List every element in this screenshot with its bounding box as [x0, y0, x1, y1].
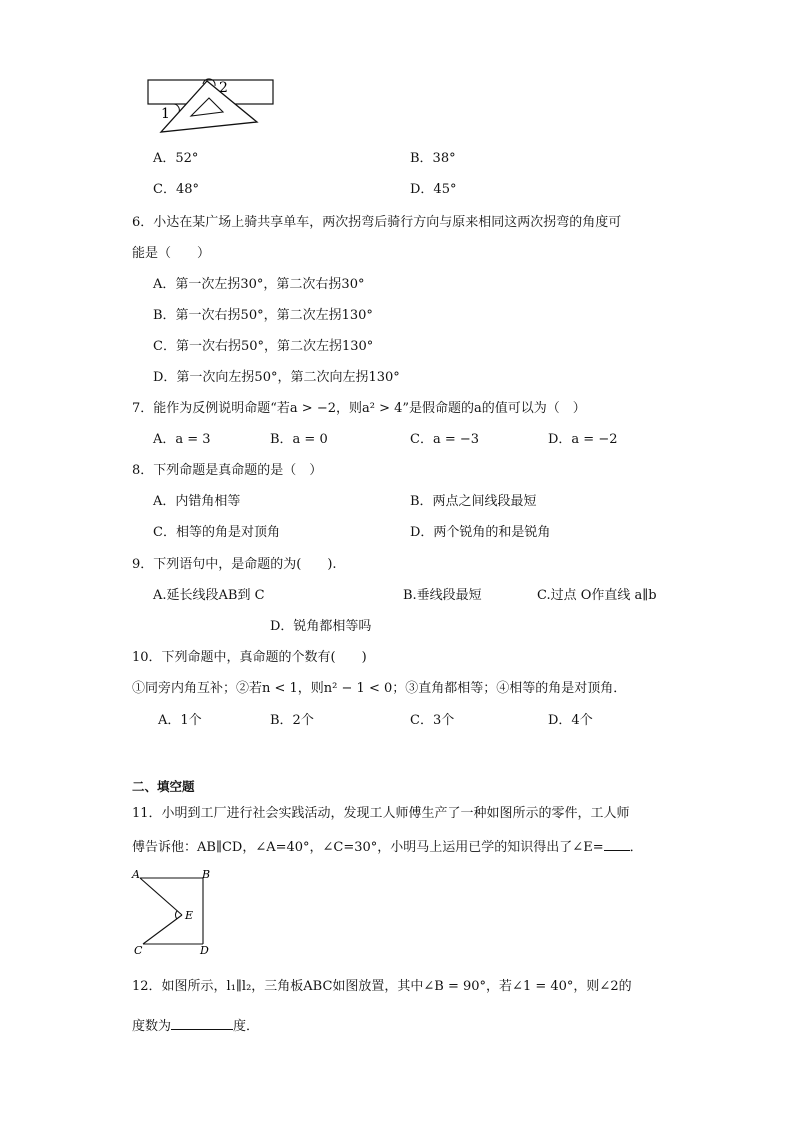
q6-stem-line1: 6．小达在某广场上骑共享单车，两次拐弯后骑行方向与原来相同这两次拐弯的角度可 — [132, 215, 622, 230]
angle-arc-1 — [173, 104, 179, 112]
q12-stem-line1: 12．如图所示，l₁∥l₂，三角板ABC如图放置，其中∠B = 90°，若∠1 = 40°，则∠2的 — [132, 979, 632, 994]
point-label-a: A — [132, 868, 140, 881]
q5-option-c[interactable]: C．48° — [153, 182, 199, 197]
q11-stem-line1: 11．小明到工厂进行社会实践活动，发现工人师傅生产了一种如图所示的零件，工人师 — [132, 806, 630, 821]
q12-answer-blank[interactable] — [171, 1015, 233, 1030]
q7-option-c[interactable]: C．a = −3 — [410, 432, 480, 447]
q7-stem: 7．能作为反例说明命题“若a > −2，则a² > 4”是假命题的a的值可以为（ ） — [132, 401, 586, 416]
q10-option-c[interactable]: C．3个 — [410, 713, 455, 728]
q5-option-a[interactable]: A．52° — [153, 151, 199, 166]
q8-option-b[interactable]: B．两点之间线段最短 — [410, 494, 537, 509]
q11-stem-text: 傅告诉他：AB∥CD，∠A=40°，∠C=30°，小明马上运用已学的知识得出了∠E= — [132, 840, 604, 855]
q7-option-d[interactable]: D．a = −2 — [548, 432, 618, 447]
ruler-triangle-figure — [145, 78, 275, 138]
q10-option-d[interactable]: D．4个 — [548, 713, 593, 728]
segment-ce — [143, 915, 182, 944]
point-label-b: B — [202, 868, 211, 881]
q12-stem-text: 度数为 — [132, 1019, 172, 1034]
q8-option-a[interactable]: A．内错角相等 — [153, 494, 241, 509]
angle-arc-e — [175, 911, 177, 919]
q10-stem: 10．下列命题中，真命题的个数有( ) — [132, 650, 367, 665]
q6-option-c[interactable]: C．第一次右拐50°，第二次左拐130° — [153, 339, 374, 354]
angle-label-2: 2 — [219, 80, 228, 96]
q12-stem-line2 — [132, 1015, 259, 1036]
q9-stem: 9．下列语句中，是命题的为( ). — [132, 557, 337, 572]
segment-ae — [140, 878, 182, 915]
q9-option-a[interactable]: A.延长线段AB到 C — [153, 588, 265, 603]
q10-option-a[interactable]: A．1个 — [158, 713, 202, 728]
q8-option-d[interactable]: D．两个锐角的和是锐角 — [410, 525, 551, 540]
q8-stem: 8．下列命题是真命题的是（ ） — [132, 463, 323, 478]
q11-stem-line2 — [132, 836, 643, 857]
q9-option-b[interactable]: B.垂线段最短 — [403, 588, 482, 603]
q9-option-c[interactable]: C.过点 O作直线 a∥b — [537, 588, 657, 603]
q7-option-b[interactable]: B．a = 0 — [270, 432, 328, 447]
q9-option-d[interactable]: D．锐角都相等吗 — [270, 619, 372, 634]
q11-stem-end: ． — [629, 840, 643, 855]
point-label-d: D — [200, 944, 209, 957]
angle-label-1: 1 — [161, 106, 170, 122]
q5-option-d[interactable]: D．45° — [410, 182, 457, 197]
q12-stem-end: 度． — [233, 1019, 260, 1034]
section-title-fill-in: 二、填空题 — [132, 779, 195, 794]
q6-option-a[interactable]: A．第一次左拐30°，第二次右拐30° — [153, 277, 365, 292]
point-label-c: C — [134, 944, 143, 957]
q5-option-b[interactable]: B．38° — [410, 151, 456, 166]
q6-option-d[interactable]: D．第一次向左拐50°，第二次向左拐130° — [153, 370, 400, 385]
parallel-lines-figure — [130, 868, 220, 958]
q10-option-b[interactable]: B．2个 — [270, 713, 314, 728]
q6-option-b[interactable]: B．第一次右拐50°，第二次左拐130° — [153, 308, 373, 323]
q10-statements: ①同旁内角互补；②若n < 1，则n² − 1 < 0；③直角都相等；④相等的角是对顶角． — [132, 681, 627, 696]
q6-stem-line2: 能是（ ） — [132, 246, 211, 261]
q8-option-c[interactable]: C．相等的角是对顶角 — [153, 525, 280, 540]
q11-answer-blank[interactable] — [604, 836, 630, 851]
q7-option-a[interactable]: A．a = 3 — [153, 432, 211, 447]
point-label-e: E — [185, 909, 194, 922]
